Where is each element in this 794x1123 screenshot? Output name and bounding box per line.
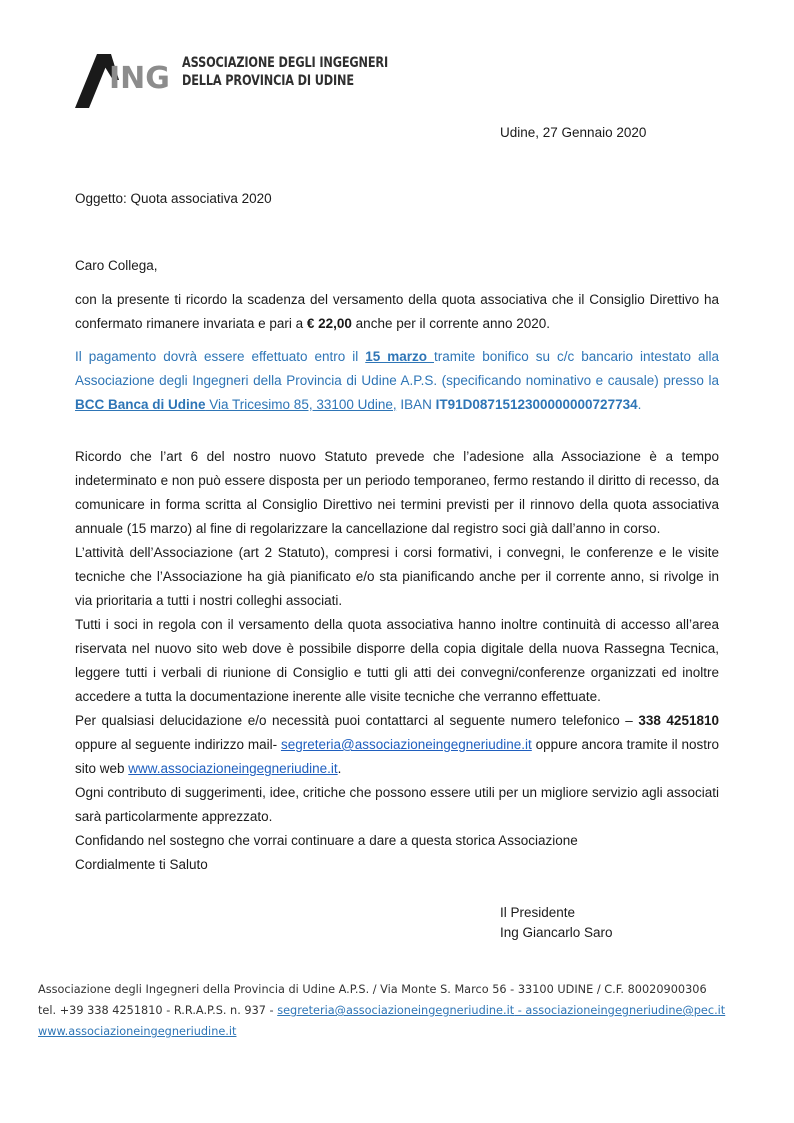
payment-text-a: Il pagamento dovrà essere effettuato entro il — [75, 349, 366, 364]
bank-name: BCC Banca di Udine — [75, 397, 206, 412]
payment-end: . — [637, 397, 642, 412]
footer-contacts — [38, 1000, 758, 1021]
members-paragraph: Tutti i soci in regola con il versamento della quota associativa hanno inoltre continuità di accesso all’area riservata nel nuovo sito web dove è possibile disporre della copia digitale della nuova Rassegna Tecnica, leggere tutti i verbali di riunione di Consiglio e tutti gli atti dei convegni/conferenze organizzati ed inoltre accedere a tutta la documentazione inerente alle visite tecniche che verranno effettuate. — [75, 617, 719, 704]
website-link[interactable]: www.associazioneingegneriudine.it — [128, 761, 338, 776]
footer-email-link[interactable]: segreteria@associazioneingegneriudine.it — [277, 1004, 515, 1017]
main-body — [75, 445, 719, 877]
iban-value: IT91D0871512300000000727734 — [435, 397, 638, 412]
payment-text-b: tramite bonifico su c/c bancario intestato alla Associazione degli Ingegneri della Provincia di Udine A.P.S. (specificando nominativo e causale) presso la — [75, 349, 719, 388]
signature-block — [500, 903, 613, 943]
fee-text-b: anche per il corrente anno 2020. — [351, 316, 551, 331]
org-name-line1: ASSOCIAZIONE DEGLI INGEGNERI — [182, 55, 389, 71]
footer — [38, 979, 758, 1042]
contact-text-d: . — [337, 761, 342, 776]
contact-text-c: oppure ancora tramite il nostro sito web — [75, 737, 719, 776]
bank-address: Via Tricesimo 85, 33100 Udine, — [205, 397, 397, 412]
suggestions-paragraph: Ogni contributo di suggerimenti, idee, critiche che possono essere utili per un migliore servizio agli associati sarà particolarmente apprezzato. — [75, 785, 719, 824]
contact-text-a: Per qualsiasi delucidazione e/o necessità puoi contattarci al seguente numero telefonico – — [75, 713, 639, 728]
footer-address: Associazione degli Ingegneri della Provincia di Udine A.P.S. / Via Monte S. Marco 56 - 33100 UDINE / C.F. 80020900306 — [38, 983, 707, 996]
payment-deadline: 15 marzo — [365, 349, 434, 364]
logo-text: ING — [109, 61, 170, 96]
fee-amount: € 22,00 — [306, 316, 352, 331]
logo-mark-icon — [73, 50, 173, 110]
contact-paragraph — [75, 709, 719, 781]
fee-paragraph — [75, 288, 719, 336]
letter-date: Udine, 27 Gennaio 2020 — [500, 125, 647, 140]
payment-paragraph — [75, 345, 719, 417]
contact-text-b: oppure al seguente indirizzo mail- — [75, 737, 281, 752]
fee-text-a: con la presente ti ricordo la scadenza del versamento della quota associativa che il Consiglio Direttivo ha confermato rimanere invariata e pari a — [75, 292, 719, 331]
org-name-line2: DELLA PROVINCIA DI UDINE — [182, 73, 354, 89]
footer-pec-link[interactable]: - associazioneingegneriudine@pec.it — [514, 1004, 726, 1017]
greeting: Caro Collega, — [75, 258, 158, 273]
footer-phone: tel. +39 338 4251810 - R.R.A.P.S. n. 937 - — [38, 1004, 278, 1017]
activities-paragraph: L’attività dell’Associazione (art 2 Statuto), compresi i corsi formativi, i convegni, le conferenze e le visite tecniche che l’Associazione ha già pianificato e/o sta pianificando anche per il corrente anno, si rivolge in via prioritaria a tutti i nostri colleghi associati. — [75, 545, 719, 608]
iban-label: IBAN — [396, 397, 436, 412]
signature-role: Il Presidente — [500, 905, 576, 920]
statute-paragraph: Ricordo che l’art 6 del nostro nuovo Statuto prevede che l’adesione alla Associazione è a tempo indeterminato e non può essere disposta per un periodo temporaneo, fermo restando il diritto di recesso, da comunicare in forma scritta al Consiglio Direttivo nei termini previsti per il rinnovo della quota associativa annuale (15 marzo) al fine di regolarizzare la cancellazione dal registro soci già dall’anno in corso. — [75, 449, 719, 536]
organization-name — [182, 54, 388, 90]
email-link[interactable]: segreteria@associazioneingegneriudine.it — [280, 737, 532, 752]
footer-website-link[interactable]: www.associazioneingegneriudine.it — [38, 1025, 237, 1038]
trust-line: Confidando nel sostegno che vorrai continuare a dare a questa storica Associazione — [75, 833, 578, 848]
closing-line: Cordialmente ti Saluto — [75, 857, 208, 872]
signature-name: Ing Giancarlo Saro — [500, 925, 613, 940]
phone-number: 338 4251810 — [638, 713, 719, 728]
letter-subject: Oggetto: Quota associativa 2020 — [75, 191, 272, 206]
